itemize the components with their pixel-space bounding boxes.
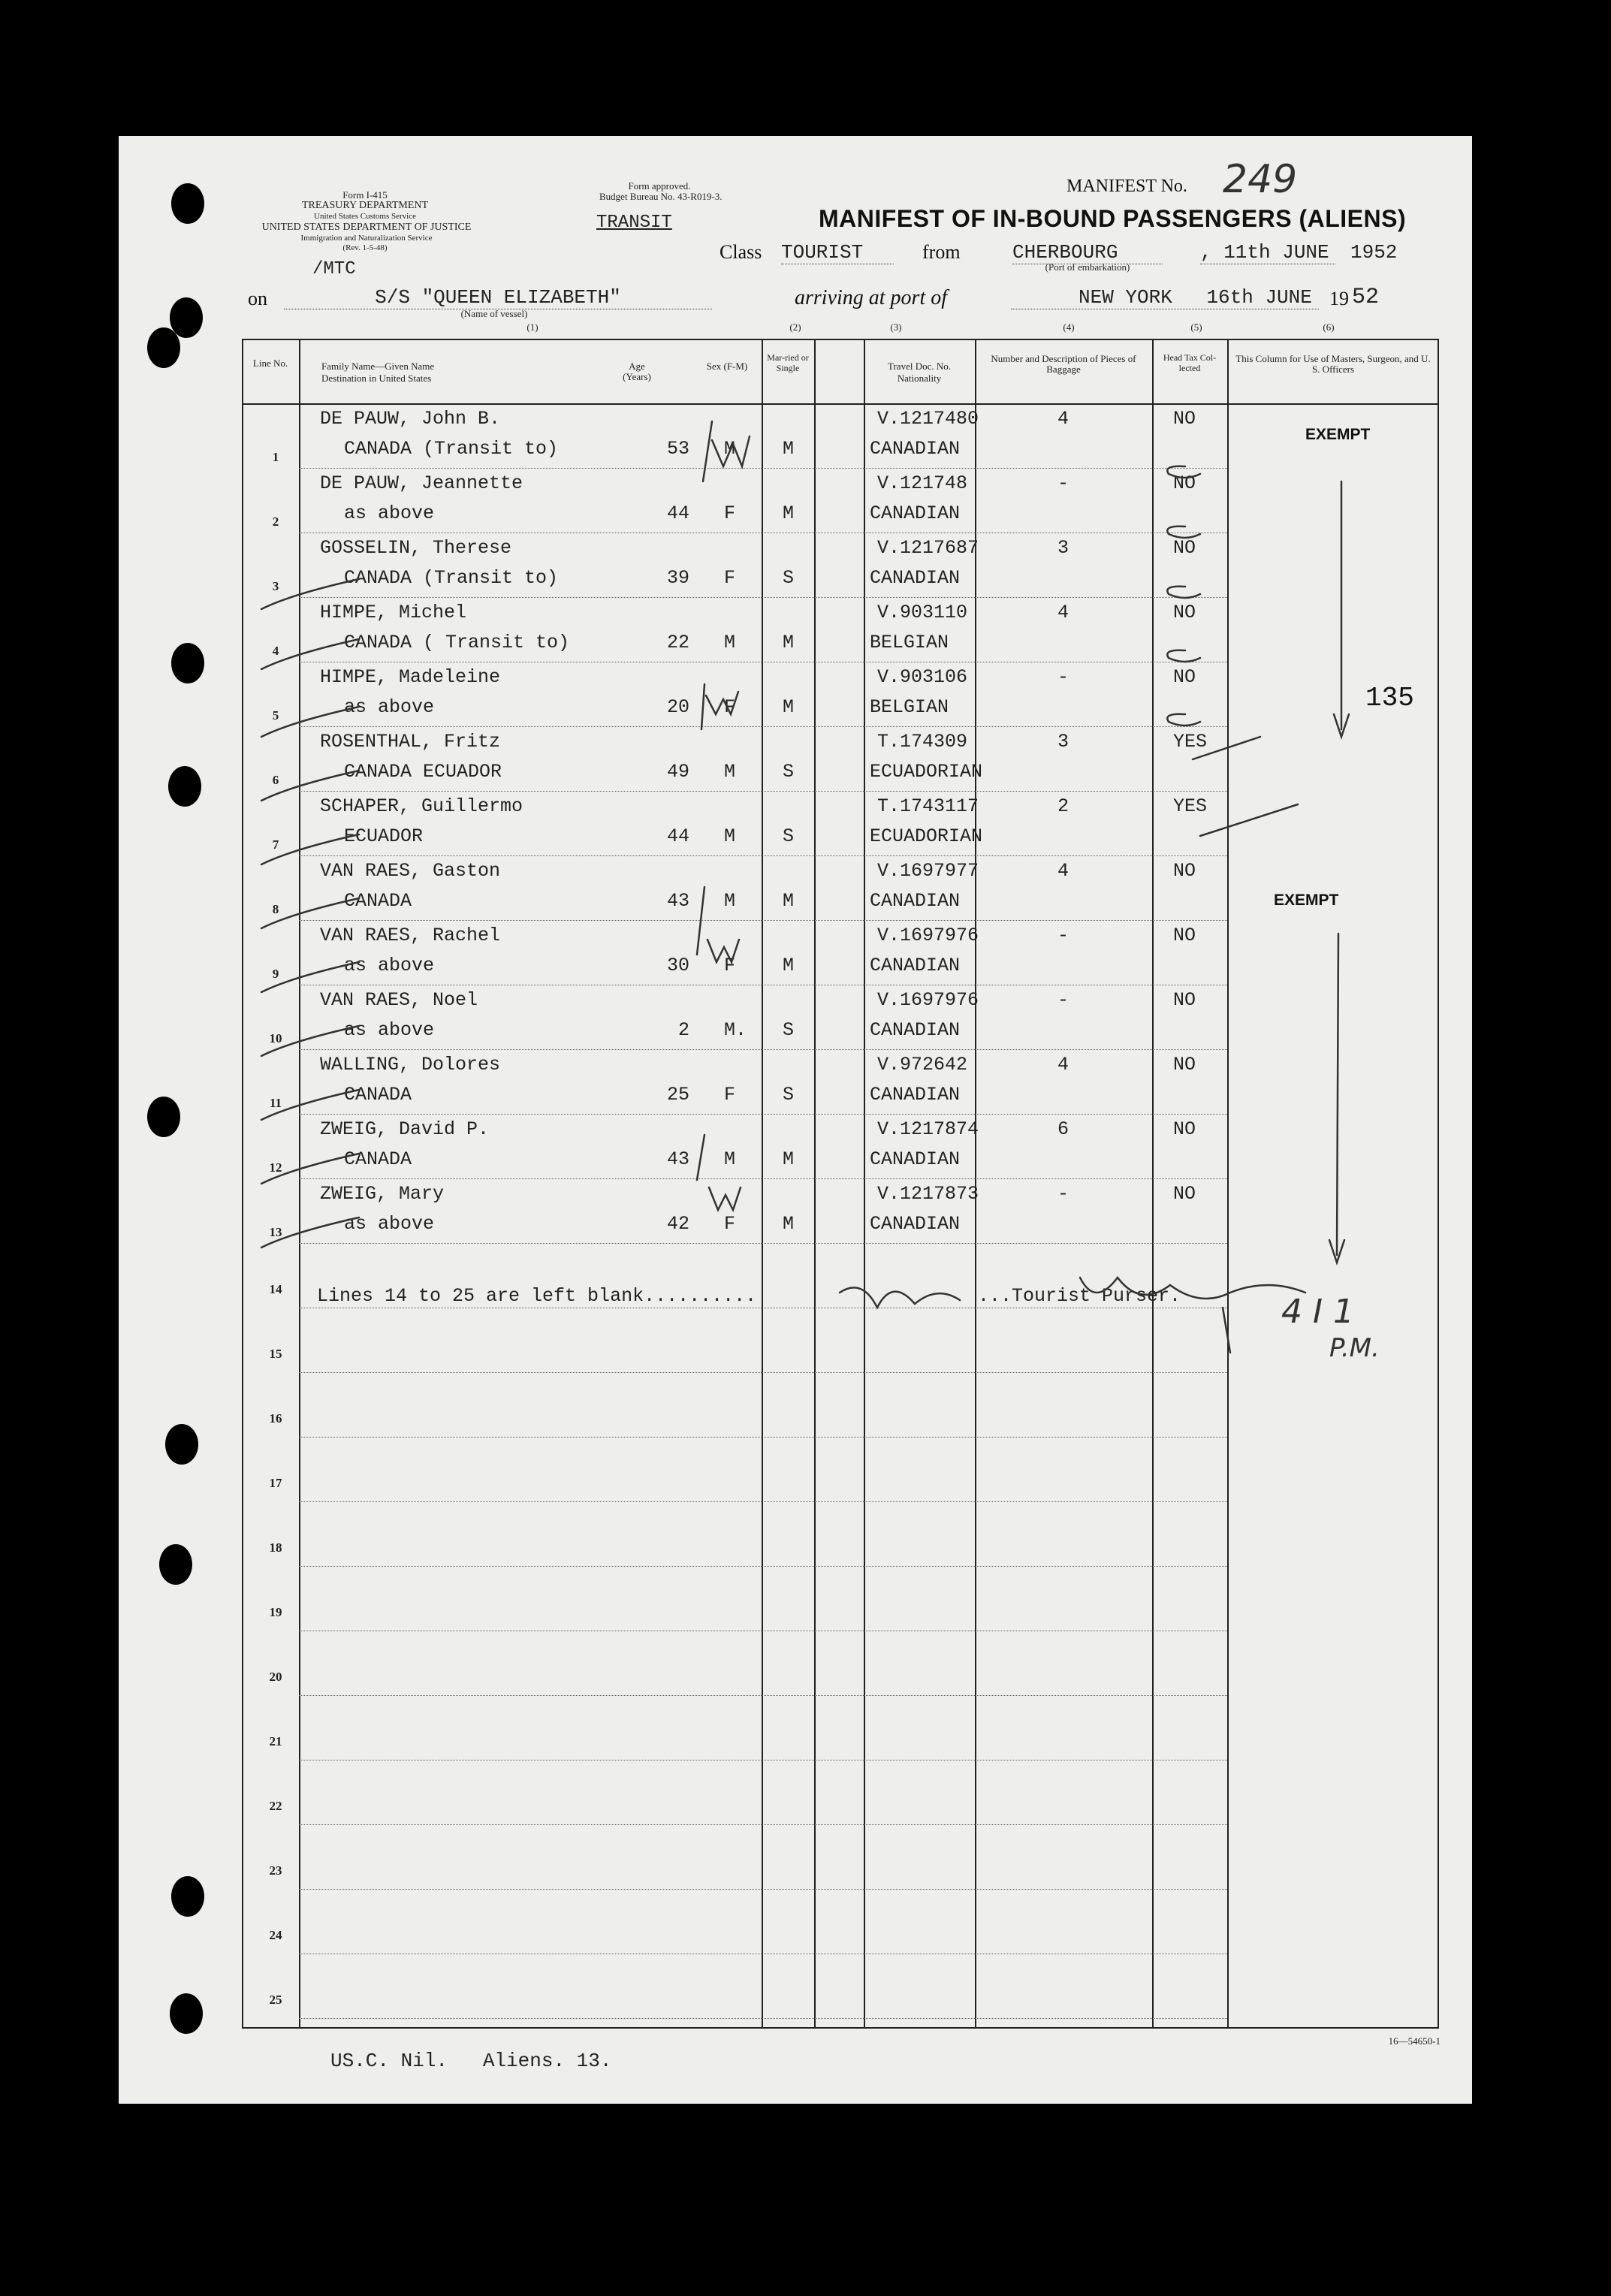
header-destination: Destination in United States xyxy=(321,373,432,384)
passenger-age: 53 xyxy=(666,438,689,460)
passenger-destination: as above xyxy=(344,955,435,976)
baggage-count: 2 xyxy=(1057,795,1069,817)
punch-hole xyxy=(159,1544,192,1585)
punch-hole xyxy=(171,183,204,224)
travel-doc-number: V.121748 xyxy=(877,472,968,494)
line-number: 2 xyxy=(272,514,279,529)
line-number: 6 xyxy=(272,773,279,787)
head-tax: NO xyxy=(1173,472,1196,494)
head-tax: NO xyxy=(1173,1054,1196,1076)
passenger-age: 44 xyxy=(666,502,689,524)
passenger-destination: CANADA (Transit to) xyxy=(344,438,559,460)
passenger-sex: M xyxy=(724,632,736,653)
arrival-port: NEW YORK xyxy=(1079,286,1172,309)
nationality: CANADIAN xyxy=(870,567,961,589)
nationality: CANADIAN xyxy=(870,1019,961,1041)
line-number: 1 xyxy=(272,450,279,464)
colnum-3: (3) xyxy=(890,321,902,333)
travel-doc-number: V.1217874 xyxy=(877,1118,979,1140)
nationality: BELGIAN xyxy=(870,696,949,718)
line-number: 8 xyxy=(272,902,279,916)
line-number: 21 xyxy=(269,1734,282,1748)
line-number: 23 xyxy=(269,1863,282,1878)
passenger-age: 20 xyxy=(666,696,689,718)
handwritten-date: 4 I 1 xyxy=(1281,1293,1354,1331)
baggage-count: - xyxy=(1057,989,1069,1011)
header-officers: This Column for Use of Masters, Surgeon, and U. S. Officers xyxy=(1235,353,1431,375)
transit-stamp: TRANSIT xyxy=(596,213,672,233)
head-tax: NO xyxy=(1173,602,1196,623)
line-number: 7 xyxy=(272,837,279,852)
passenger-name: HIMPE, Michel xyxy=(320,602,467,623)
manifest-title: MANIFEST OF IN-BOUND PASSENGERS (ALIENS) xyxy=(819,205,1407,232)
travel-doc-number: V.972642 xyxy=(877,1054,968,1076)
head-tax: YES xyxy=(1173,731,1208,753)
line-number: 16 xyxy=(269,1411,282,1426)
line-number: 17 xyxy=(269,1476,282,1490)
line-number: 9 xyxy=(272,967,279,981)
class-value: TOURIST xyxy=(781,241,894,264)
passenger-sex: F xyxy=(724,1084,736,1106)
head-tax: NO xyxy=(1173,537,1196,559)
line-number: 3 xyxy=(272,579,279,593)
embarkation-caption: (Port of embarkation) xyxy=(1045,261,1130,273)
passenger-marital-status: M xyxy=(783,632,795,653)
head-tax: NO xyxy=(1173,666,1196,688)
line-number: 12 xyxy=(269,1160,282,1175)
passenger-marital-status: S xyxy=(783,1084,795,1106)
header-married: Mar-ried or Single xyxy=(767,352,809,373)
nationality: ECUADORIAN xyxy=(870,825,983,847)
passenger-marital-status: S xyxy=(783,567,795,589)
arrival-year-prefix: 19 xyxy=(1329,288,1349,309)
passenger-name: VAN RAES, Noel xyxy=(320,989,478,1011)
passenger-sex: F xyxy=(724,502,736,524)
punch-hole xyxy=(147,1097,180,1137)
line-number: 10 xyxy=(269,1031,282,1045)
passenger-age: 49 xyxy=(666,761,689,783)
dept-ins: Immigration and Naturalization Service xyxy=(300,234,433,243)
vessel-caption: (Name of vessel) xyxy=(460,308,528,319)
header-name: Family Name—Given Name xyxy=(321,361,435,372)
baggage-count: - xyxy=(1057,1183,1069,1205)
line-number: 15 xyxy=(269,1347,282,1361)
passenger-sex: M xyxy=(724,438,736,460)
manifest-no-value: 249 xyxy=(1223,157,1298,202)
baggage-count: 4 xyxy=(1057,602,1069,623)
class-label: Class xyxy=(720,241,762,263)
baggage-count: - xyxy=(1057,666,1069,688)
passenger-name: GOSSELIN, Therese xyxy=(320,537,512,559)
form-approved: Form approved. xyxy=(628,180,691,192)
passenger-sex: F xyxy=(724,696,736,718)
colnum-1: (1) xyxy=(526,321,539,333)
passenger-name: WALLING, Dolores xyxy=(320,1054,501,1076)
passenger-age: 2 xyxy=(677,1019,689,1041)
dept-customs: United States Customs Service xyxy=(314,212,416,221)
travel-doc-number: T.1743117 xyxy=(877,795,979,817)
exempt-arrow-2 xyxy=(1337,934,1338,1255)
passenger-name: DE PAUW, John B. xyxy=(320,408,501,430)
passenger-sex: F xyxy=(724,1213,736,1235)
punch-hole xyxy=(171,643,204,683)
passenger-destination: CANADA xyxy=(344,1084,412,1106)
punch-hole xyxy=(170,1993,203,2034)
nationality: BELGIAN xyxy=(870,632,949,653)
head-tax: NO xyxy=(1173,925,1196,946)
embarkation-port: CHERBOURG xyxy=(1012,241,1163,264)
line-number: 25 xyxy=(269,1993,282,2007)
passenger-count: 135 xyxy=(1365,683,1414,714)
header-head-tax: Head Tax Col-lected xyxy=(1163,352,1217,373)
baggage-count: 4 xyxy=(1057,1054,1069,1076)
exempt-stamp-2: EXEMPT xyxy=(1274,892,1339,909)
passenger-age: 39 xyxy=(666,567,689,589)
passenger-destination: as above xyxy=(344,1019,435,1041)
passenger-sex: M xyxy=(724,761,736,783)
manifest-page xyxy=(119,136,1472,2104)
nationality: CANADIAN xyxy=(870,502,961,524)
colnum-6: (6) xyxy=(1323,321,1335,333)
travel-doc-number: V.1697977 xyxy=(877,860,979,882)
travel-doc-number: V.1697976 xyxy=(877,925,979,946)
departure-date: , 11th JUNE xyxy=(1200,241,1335,264)
passenger-sex: M xyxy=(724,825,736,847)
baggage-count: 4 xyxy=(1057,408,1069,430)
travel-doc-number: V.903106 xyxy=(877,666,968,688)
travel-doc-number: V.1217687 xyxy=(877,537,979,559)
punch-hole xyxy=(147,327,180,368)
nationality: CANADIAN xyxy=(870,955,961,976)
colnum-5: (5) xyxy=(1190,321,1202,333)
baggage-count: - xyxy=(1057,925,1069,946)
budget-bureau: Budget Bureau No. 43-R019-3. xyxy=(599,191,723,202)
passenger-destination: as above xyxy=(344,1213,435,1235)
passenger-marital-status: M xyxy=(783,438,795,460)
form-number: Form I-415 xyxy=(342,189,388,201)
header-sex: Sex (F-M) xyxy=(706,361,748,372)
travel-doc-number: T.174309 xyxy=(877,731,968,753)
baggage-count: - xyxy=(1057,472,1069,494)
travel-doc-number: V.1697976 xyxy=(877,989,979,1011)
line-number: 4 xyxy=(272,644,279,658)
line-number: 13 xyxy=(269,1225,282,1239)
purser-note: ...Tourist Purser. xyxy=(978,1285,1181,1307)
passenger-sex: M xyxy=(724,1148,736,1170)
passenger-destination: CANADA ECUADOR xyxy=(344,761,502,783)
baggage-count: 3 xyxy=(1057,731,1069,753)
passenger-age: 30 xyxy=(666,955,689,976)
passenger-sex: F xyxy=(724,567,736,589)
nationality: CANADIAN xyxy=(870,1084,961,1106)
passenger-marital-status: M xyxy=(783,1148,795,1170)
line-number: 11 xyxy=(269,1096,282,1110)
footer-summary: US.C. Nil. Aliens. 13. xyxy=(330,2050,612,2072)
nationality: CANADIAN xyxy=(870,890,961,912)
from-label: from xyxy=(922,241,961,263)
arriving-label: arriving at port of xyxy=(795,286,948,309)
passenger-destination: CANADA ( Transit to) xyxy=(344,632,570,653)
passenger-age: 25 xyxy=(666,1084,689,1106)
header-line-no: Line No. xyxy=(252,358,288,369)
header-baggage: Number and Description of Pieces of Baggage xyxy=(991,353,1136,375)
travel-doc-number: V.903110 xyxy=(877,602,968,623)
blank-lines-note: Lines 14 to 25 are left blank.......... xyxy=(317,1285,757,1307)
passenger-marital-status: M xyxy=(783,696,795,718)
passenger-age: 42 xyxy=(666,1213,689,1235)
colnum-2: (2) xyxy=(789,321,801,333)
passenger-marital-status: M xyxy=(783,890,795,912)
vessel-name: S/S "QUEEN ELIZABETH" xyxy=(284,286,712,309)
head-tax: NO xyxy=(1173,408,1196,430)
revision-date: (Rev. 1-5-48) xyxy=(342,243,388,252)
line-number: 19 xyxy=(269,1605,282,1619)
passenger-destination: as above xyxy=(344,502,435,524)
handwritten-pm: P.M. xyxy=(1329,1333,1380,1363)
nationality: CANADIAN xyxy=(870,1213,961,1235)
line-number: 14 xyxy=(269,1282,282,1296)
line-number: 20 xyxy=(269,1670,282,1684)
manifest-no-label: MANIFEST No. xyxy=(1066,176,1187,196)
dept-justice: UNITED STATES DEPARTMENT OF JUSTICE xyxy=(261,222,472,233)
line-number: 22 xyxy=(269,1799,282,1813)
head-tax: YES xyxy=(1173,795,1208,817)
header-nationality: Nationality xyxy=(897,373,942,384)
baggage-count: 6 xyxy=(1057,1118,1069,1140)
mtc-mark: /MTC xyxy=(312,259,356,279)
arrival-year: 52 xyxy=(1352,285,1380,310)
arrival-date: 16th JUNE xyxy=(1206,286,1312,309)
passenger-marital-status: S xyxy=(783,761,795,783)
passenger-marital-status: M xyxy=(783,502,795,524)
passenger-age: 22 xyxy=(666,632,689,653)
colnum-4: (4) xyxy=(1063,321,1075,333)
nationality: CANADIAN xyxy=(870,438,961,460)
exempt-stamp-1: EXEMPT xyxy=(1305,426,1371,443)
punch-hole xyxy=(171,1876,204,1917)
line-number: 18 xyxy=(269,1540,282,1555)
dept-treasury: TREASURY DEPARTMENT xyxy=(301,200,429,211)
passenger-age: 44 xyxy=(666,825,689,847)
header-travel-doc: Travel Doc. No. xyxy=(887,361,951,372)
head-tax: NO xyxy=(1173,989,1196,1011)
passenger-destination: CANADA xyxy=(344,890,412,912)
passenger-destination: as above xyxy=(344,696,435,718)
travel-doc-number: V.1217480 xyxy=(877,408,979,430)
passenger-name: DE PAUW, Jeannette xyxy=(320,472,523,494)
passenger-sex: M xyxy=(724,890,736,912)
passenger-destination: CANADA xyxy=(344,1148,412,1170)
passenger-name: ZWEIG, Mary xyxy=(320,1183,445,1205)
on-label: on xyxy=(248,288,267,309)
passenger-marital-status: S xyxy=(783,825,795,847)
nationality: ECUADORIAN xyxy=(870,761,983,783)
line-number: 5 xyxy=(272,708,279,723)
passenger-age: 43 xyxy=(666,890,689,912)
line-number: 24 xyxy=(269,1928,282,1942)
nationality: CANADIAN xyxy=(870,1148,961,1170)
passenger-sex: F xyxy=(724,955,736,976)
passenger-name: SCHAPER, Guillermo xyxy=(320,795,523,817)
passenger-marital-status: M xyxy=(783,955,795,976)
punch-hole xyxy=(165,1424,198,1465)
passenger-sex: M. xyxy=(724,1019,747,1041)
handwriting-overlay xyxy=(119,136,1472,2104)
passenger-marital-status: S xyxy=(783,1019,795,1041)
passenger-name: VAN RAES, Rachel xyxy=(320,925,501,946)
head-tax: NO xyxy=(1173,860,1196,882)
punch-hole xyxy=(168,766,201,807)
head-tax: NO xyxy=(1173,1118,1196,1140)
passenger-name: VAN RAES, Gaston xyxy=(320,860,501,882)
passenger-marital-status: M xyxy=(783,1213,795,1235)
passenger-name: HIMPE, Madeleine xyxy=(320,666,501,688)
head-tax: NO xyxy=(1173,1183,1196,1205)
header-age: Age (Years) xyxy=(623,361,651,382)
baggage-count: 4 xyxy=(1057,860,1069,882)
passenger-destination: ECUADOR xyxy=(344,825,424,847)
baggage-count: 3 xyxy=(1057,537,1069,559)
departure-year: 1952 xyxy=(1350,241,1398,264)
passenger-name: ROSENTHAL, Fritz xyxy=(320,731,501,753)
passenger-age: 43 xyxy=(666,1148,689,1170)
travel-doc-number: V.1217873 xyxy=(877,1183,979,1205)
form-code: 16—54650-1 xyxy=(1388,2035,1441,2047)
passenger-destination: CANADA (Transit to) xyxy=(344,567,559,589)
passenger-name: ZWEIG, David P. xyxy=(320,1118,490,1140)
